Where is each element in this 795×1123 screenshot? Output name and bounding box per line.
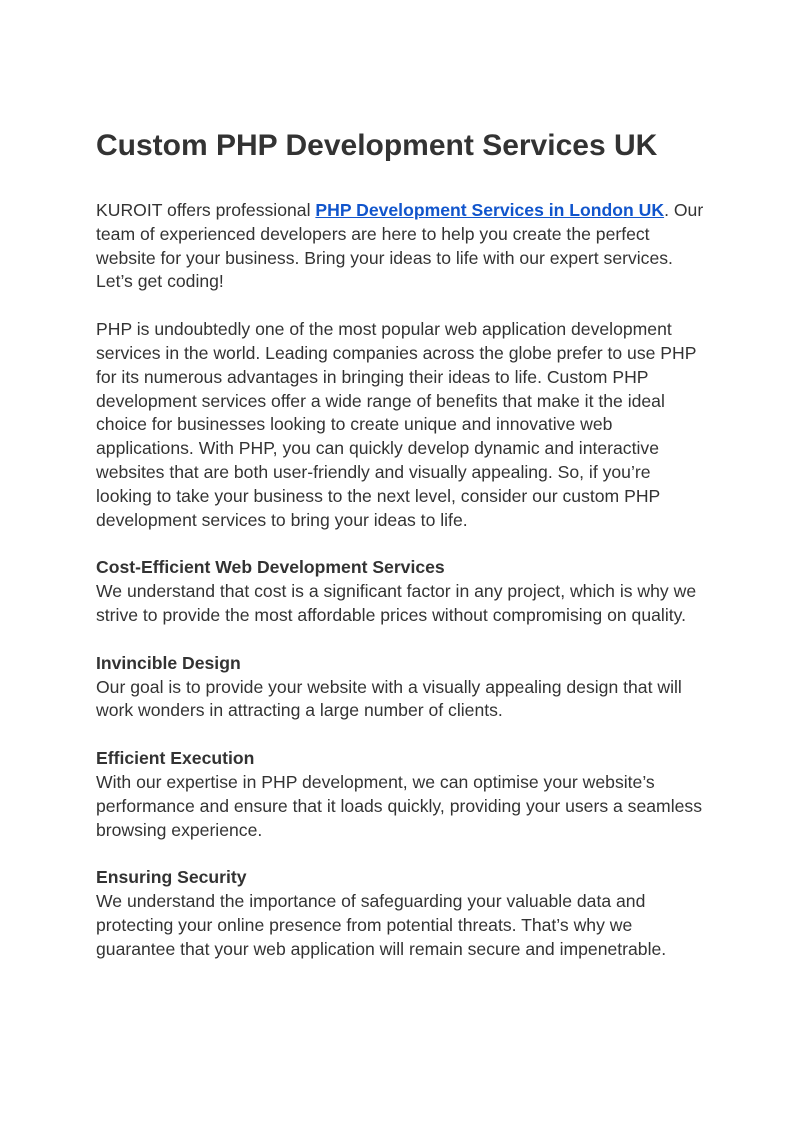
section-body: Our goal is to provide your website with a visually appealing design that will work wonders in attracting a large number of clients. bbox=[96, 676, 682, 721]
page-title: Custom PHP Development Services UK bbox=[96, 129, 658, 162]
php-services-link[interactable]: PHP Development Services in London UK bbox=[315, 200, 665, 220]
section-efficient-execution bbox=[96, 747, 706, 842]
section-heading: Invincible Design bbox=[96, 652, 241, 673]
body-paragraph: PHP is undoubtedly one of the most popular web application development services in the world. Leading companies across the globe prefer to use PHP for its numerous advantages in bringing their ideas to life. Custom PHP development services offer a wide range of benefits that make it the ideal choice for businesses looking to create unique and innovative web applications. With PHP, you can quickly develop dynamic and interactive websites that are both user-friendly and visually appealing. So, if you’re looking to take your business to the next level, consider our custom PHP development services to bring your ideas to life. bbox=[96, 319, 697, 530]
intro-text-after-link: . Our team of experienced developers are here to help you create the perfect website for your business. Bring your ideas to life with our expert services. Let’s get coding! bbox=[96, 200, 704, 292]
section-body: With our expertise in PHP development, we can optimise your website’s performance and ensure that it loads quickly, providing your users a seamless browsing experience. bbox=[96, 771, 702, 840]
section-invincible-design bbox=[96, 652, 706, 723]
document-page bbox=[96, 122, 706, 962]
intro-text-before-link: KUROIT offers professional bbox=[96, 200, 316, 220]
section-cost-efficient bbox=[96, 556, 706, 627]
section-body: We understand the importance of safeguarding your valuable data and protecting your online presence from potential threats. That’s why we guarantee that your web application will remain secure and impenetrable. bbox=[96, 891, 667, 959]
section-heading: Ensuring Security bbox=[96, 867, 247, 888]
section-heading: Efficient Execution bbox=[96, 748, 255, 769]
intro-paragraph bbox=[96, 199, 706, 294]
section-heading: Cost-Efficient Web Development Services bbox=[96, 557, 445, 578]
section-body: We understand that cost is a significant factor in any project, which is why we strive to provide the most affordable prices without compromising on quality. bbox=[96, 581, 697, 625]
section-ensuring-security bbox=[96, 866, 706, 961]
